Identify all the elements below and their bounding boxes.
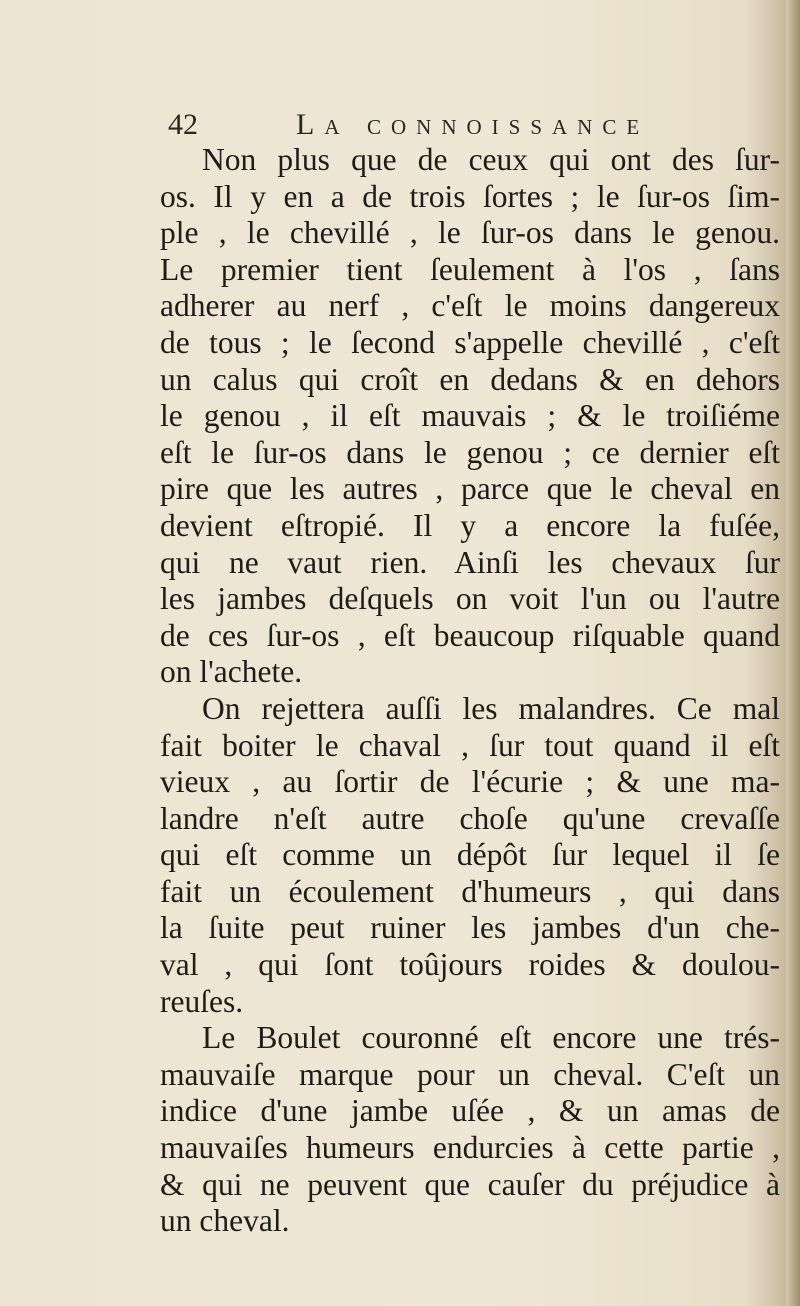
text-line: mauvaiſe marque pour un cheval. C'eſt un: [160, 1056, 780, 1092]
body-text: [160, 142, 780, 1240]
text-line: os. Il y en a de trois ſortes ; le ſur-os ſim-: [160, 178, 780, 214]
text-line: On rejettera auſſi les malandres. Ce mal: [202, 690, 780, 726]
text-line: adherer au nerf , c'eſt le moins dangereux: [160, 288, 780, 324]
text-line: landre n'eſt autre choſe qu'une crevaſſe: [160, 800, 780, 836]
text-line: eſt le ſur-os dans le genou ; ce dernier eſt: [160, 434, 780, 470]
text-line: indice d'une jambe uſée , & un amas de: [160, 1093, 780, 1129]
text-line: les jambes deſquels on voit l'un ou l'autre: [160, 581, 780, 617]
text-line: un cheval.: [160, 1203, 290, 1239]
text-line: qui eſt comme un dépôt ſur lequel il ſe: [160, 837, 780, 873]
page-number: 42: [168, 108, 198, 141]
running-title: La connoissance: [296, 108, 650, 141]
text-line: de tous ; le ſecond s'appelle chevillé , c'eſt: [160, 324, 780, 360]
text-line: val , qui ſont toûjours roides & doulou-: [160, 947, 780, 983]
text-line: Le premier tient ſeulement à l'os , ſans: [160, 251, 780, 287]
text-line: le genou , il eſt mauvais ; & le troiſiéme: [160, 398, 780, 434]
text-line: de ces ſur-os , eſt beaucoup riſquable quand: [160, 617, 780, 653]
text-line: mauvaiſes humeurs endurcies à cette partie ,: [160, 1130, 780, 1166]
text-line: reuſes.: [160, 983, 244, 1019]
text-line: fait boiter le chaval , ſur tout quand il eſt: [160, 727, 780, 763]
text-line: fait un écoulement d'humeurs , qui dans: [160, 873, 780, 909]
text-line: devient eſtropié. Il y a encore la fuſée,: [160, 507, 780, 543]
text-line: la ſuite peut ruiner les jambes d'un che-: [160, 910, 780, 946]
text-line: on l'achete.: [160, 654, 303, 690]
text-line: un calus qui croît en dedans & en dehors: [160, 361, 780, 397]
text-line: ple , le chevillé , le ſur-os dans le genou.: [160, 215, 780, 251]
text-line: pire que les autres , parce que le cheval en: [160, 471, 780, 507]
text-line: Le Boulet couronné eſt encore une trés-: [202, 1020, 780, 1056]
text-line: & qui ne peuvent que cauſer du préjudice à: [160, 1166, 780, 1202]
text-line: qui ne vaut rien. Ainſi les chevaux ſur: [160, 544, 780, 580]
text-line: vieux , au ſortir de l'écurie ; & une ma-: [160, 764, 780, 800]
page-edge: [786, 0, 800, 1306]
text-line: Non plus que de ceux qui ont des ſur-: [202, 142, 780, 177]
